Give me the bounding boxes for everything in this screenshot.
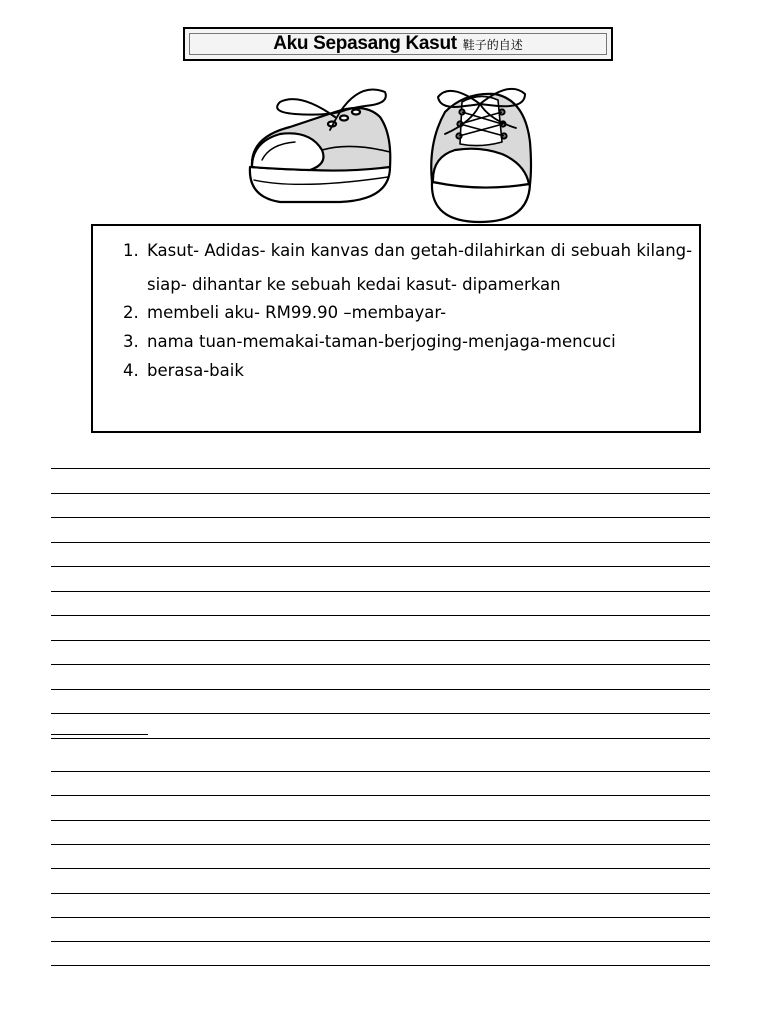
writing-line <box>51 689 710 690</box>
list-item-text: Kasut- Adidas- kain kanvas dan getah-dilahirkan di sebuah kilang-siap- dihantar ke sebuah kedai kasut- dipamerkan <box>147 241 693 294</box>
notes-box <box>91 224 701 433</box>
writing-line <box>51 542 710 543</box>
writing-line <box>51 771 710 772</box>
list-item-text: nama tuan-memakai-taman-berjoging-menjaga-mencuci <box>147 332 616 351</box>
right-shoe-icon <box>431 89 531 222</box>
writing-line <box>51 591 710 592</box>
writing-line <box>51 738 710 739</box>
writing-line <box>51 893 710 894</box>
writing-line <box>51 517 710 518</box>
writing-line <box>51 734 148 735</box>
writing-line <box>51 795 710 796</box>
writing-line <box>51 468 710 469</box>
writing-line <box>51 820 710 821</box>
writing-line <box>51 640 710 641</box>
list-item-text: membeli aku- RM99.90 –membayar- <box>147 303 447 322</box>
writing-line <box>51 844 710 845</box>
title-box <box>183 27 613 61</box>
notes-list <box>123 234 697 385</box>
list-item-number: 3. <box>123 332 139 351</box>
list-item-number: 4. <box>123 361 139 380</box>
title-inner-frame <box>189 33 607 55</box>
list-item-number: 1. <box>123 241 139 260</box>
writing-line <box>51 713 710 714</box>
list-item <box>123 234 697 302</box>
writing-line <box>51 664 710 665</box>
writing-line <box>51 566 710 567</box>
pair-of-sneakers-icon <box>240 72 540 227</box>
writing-line <box>51 965 710 966</box>
list-item <box>123 327 697 356</box>
list-item <box>123 298 697 327</box>
page-subtitle: 鞋子的自述 <box>462 37 523 52</box>
writing-line <box>51 917 710 918</box>
list-item-text: berasa-baik <box>147 361 244 380</box>
writing-line <box>51 615 710 616</box>
list-item <box>123 356 697 385</box>
writing-line <box>51 868 710 869</box>
page-title: Aku Sepasang Kasut <box>273 33 457 54</box>
left-shoe-icon <box>250 90 390 203</box>
writing-line <box>51 493 710 494</box>
writing-line <box>51 941 710 942</box>
list-item-number: 2. <box>123 303 139 322</box>
